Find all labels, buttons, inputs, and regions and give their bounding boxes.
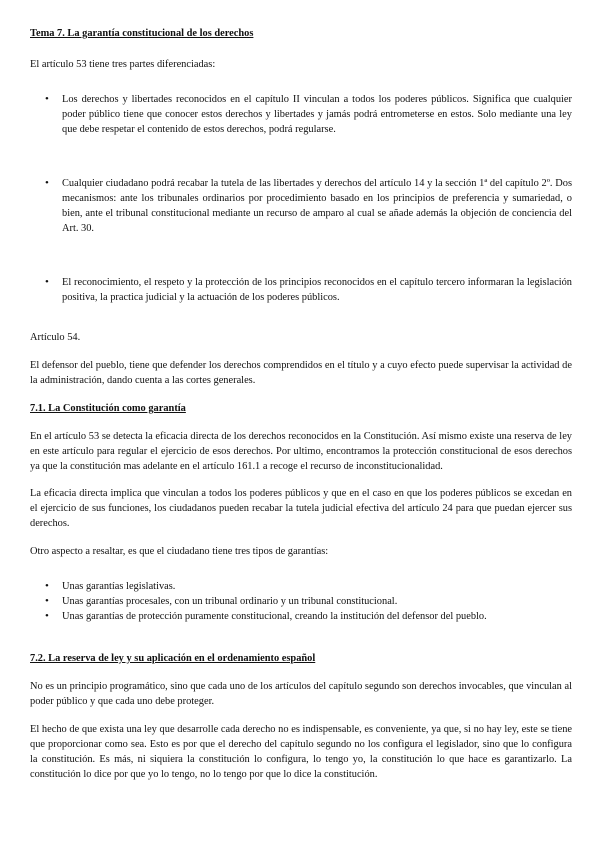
list-item: • El reconocimiento, el respeto y la protección de los principios reconocidos en el capítulo tercero informaran la legislación positiva, la practica judicial y la actuación de los poderes públicos. bbox=[30, 275, 572, 305]
article-53-list bbox=[30, 92, 572, 305]
list-item: • Cualquier ciudadano podrá recabar la tutela de las libertades y derechos del artículo 14 y la sección 1ª del capítulo 2º. Dos mecanismos: ante los tribunales ordinarios por procedimiento basado en los principios de preferencia y sumariedad, o bien, ante el tribunal constitucional mediante un recurso de amparo al cual se añade además la objeción de conciencia del Art. 30. bbox=[30, 176, 572, 236]
section-2-heading: 7.2. La reserva de ley y su aplicación en el ordenamiento español bbox=[30, 653, 316, 664]
article-54-label: Artículo 54. bbox=[30, 332, 81, 343]
article-54-text: El defensor del pueblo, tiene que defender los derechos comprendidos en el título y a cuyo efecto puede supervisar la actividad de la administración, dando cuenta a las cortes generales. bbox=[30, 360, 572, 386]
list-item: • Unas garantías legislativas. bbox=[30, 579, 572, 594]
list-item: • Los derechos y libertades reconocidos en el capítulo II vinculan a todos los poderes públicos. Significa que cualquier poder público tiene que conocer estos derechos y libertades y jamás podrá entrometerse en estos. Solo mediante una ley que debe respetar el contenido de estos derechos, podrá regularse. bbox=[30, 92, 572, 137]
section-2-paragraph: No es un principio programático, sino que cada uno de los artículos del capítulo segundo son derechos invocables, que vinculan al poder público y que cada uno debe proteger. bbox=[30, 681, 572, 707]
section-1-heading: 7.1. La Constitución como garantía bbox=[30, 403, 186, 414]
guarantees-list bbox=[30, 579, 572, 624]
section-1-paragraph: La eficacia directa implica que vinculan a todos los poderes públicos y que en el caso en que los poderes públicos se excedan en el ejercicio de sus funciones, los ciudadanos pueden recabar la tutela judicial efectiva del artículo 24 para que puedan ejercer sus derechos. bbox=[30, 488, 572, 529]
section-1-paragraph: Otro aspecto a resaltar, es que el ciudadano tiene tres tipos de garantías: bbox=[30, 546, 329, 557]
page-title: Tema 7. La garantía constitucional de los derechos bbox=[30, 28, 254, 39]
list-item: • Unas garantías procesales, con un tribunal ordinario y un tribunal constitucional. bbox=[30, 594, 572, 609]
intro-text: El artículo 53 tiene tres partes diferenciadas: bbox=[30, 59, 216, 70]
section-2-paragraph: El hecho de que exista una ley que desarrolle cada derecho no es indispensable, es conveniente, ya que, si no hay ley, este se tiene que proporcionar como sea. Esto es por que el derecho del capítulo segundo no los configura el legislador, sino que lo configura la constitución. Es más, ni siquiera la constitución lo configura, lo tengo yo, la constitución lo que hace es garantizarlo. La constitución lo dice por que yo lo tengo, no lo tengo por que lo dice la constitución. bbox=[30, 724, 572, 780]
section-1-paragraph: En el artículo 53 se detecta la eficacia directa de los derechos reconocidos en la Constitución. Así mismo existe una reserva de ley en este artículo para regular el ejercicio de esos derechos. Por ultimo, encontramos la protección constitucional de esos derechos ya que la constitución mas adelante en el artículo 161.1 a recoge el recurso de inconstitucionalidad. bbox=[30, 431, 572, 472]
list-item: • Unas garantías de protección puramente constitucional, creando la institución del defensor del pueblo. bbox=[30, 609, 572, 624]
document-page bbox=[30, 26, 572, 782]
